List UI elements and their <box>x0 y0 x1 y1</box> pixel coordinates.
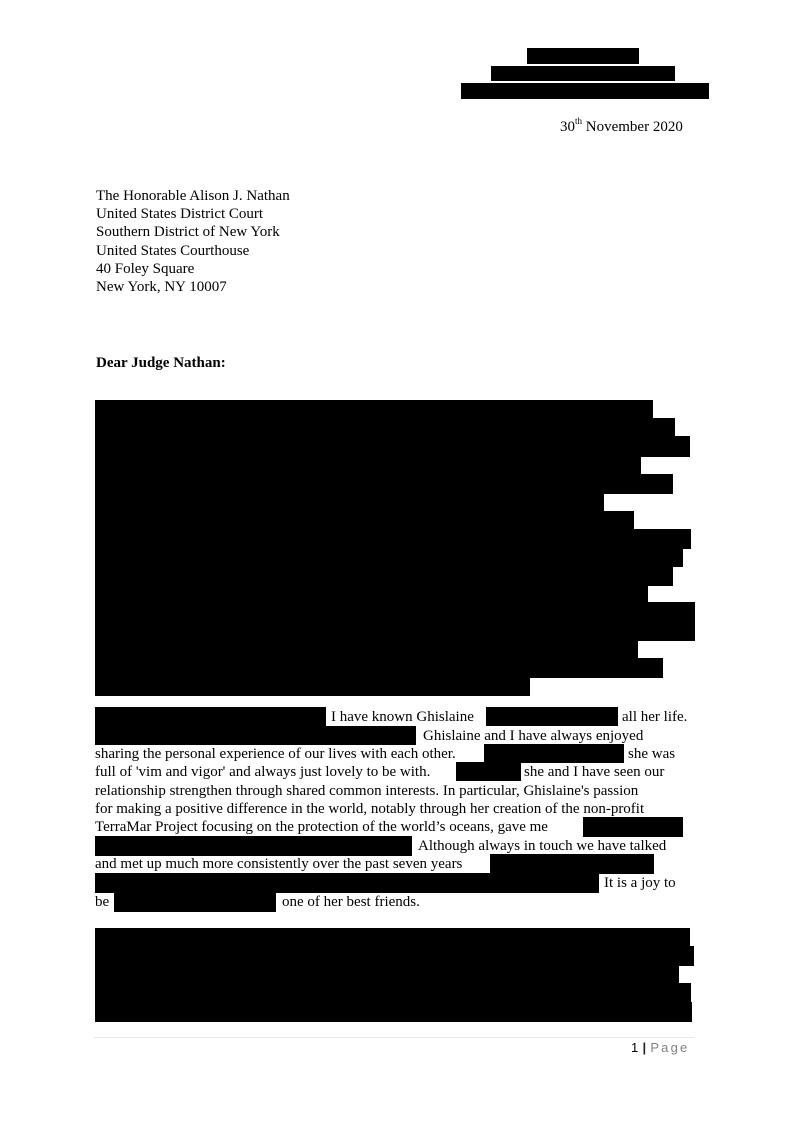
body-line: It is a joy to <box>604 875 676 891</box>
body-line: relationship strengthen through shared common interests. In particular, Ghislaine's passion <box>95 783 639 799</box>
redaction-inline <box>95 726 416 745</box>
redaction-bar <box>95 511 634 530</box>
body-line: she was <box>628 746 676 762</box>
redaction-bar <box>95 418 675 437</box>
body-line: all her life. <box>622 709 688 725</box>
footer-rule <box>94 1037 694 1038</box>
recipient-address <box>96 187 290 296</box>
redaction-bar <box>95 983 691 1003</box>
body-line: be <box>95 894 110 910</box>
redaction-inline <box>484 744 624 763</box>
redaction-bar <box>95 400 653 419</box>
redaction-bar <box>95 621 695 641</box>
recipient-line: 40 Foley Square <box>96 260 195 277</box>
redaction-bar <box>95 946 694 966</box>
recipient-line: New York, NY 10007 <box>96 279 227 296</box>
redaction-bar <box>95 566 673 586</box>
body-line: I have known Ghislaine <box>331 709 474 725</box>
page-separator: | <box>642 1040 647 1055</box>
redaction-inline <box>95 836 412 856</box>
salutation: Dear Judge Nathan: <box>96 355 226 371</box>
redaction-bar <box>95 456 641 475</box>
redaction-bar <box>95 436 690 457</box>
body-line: sharing the personal experience of our lives with each other. <box>95 746 456 762</box>
redaction-bar <box>95 474 673 494</box>
page-label: Page <box>650 1040 690 1055</box>
body-line: she and I have seen our <box>524 764 665 780</box>
redaction-bar <box>95 1002 692 1022</box>
redaction-bar <box>95 677 530 696</box>
letter-date <box>560 118 683 136</box>
date-suffix: th <box>575 116 583 126</box>
redaction-inline <box>95 707 326 726</box>
redaction-bar <box>95 602 695 622</box>
recipient-line: United States Courthouse <box>96 242 250 259</box>
redaction-inline <box>456 762 521 781</box>
recipient-line: United States District Court <box>96 206 264 223</box>
date-day: 30 <box>560 119 575 135</box>
body-line: full of 'vim and vigor' and always just lovely to be with. <box>95 764 431 780</box>
letterhead-redaction-2 <box>491 66 675 81</box>
redaction-inline <box>583 817 683 837</box>
body-line: TerraMar Project focusing on the protection of the world’s oceans, gave me <box>95 819 548 835</box>
date-rest: November 2020 <box>582 119 683 135</box>
body-line: and met up much more consistently over the past seven years <box>95 856 463 872</box>
redaction-inline <box>114 892 276 912</box>
recipient-line: Southern District of New York <box>96 224 280 241</box>
redaction-bar <box>95 658 663 678</box>
redaction-inline <box>486 707 618 726</box>
redaction-bar <box>95 493 604 512</box>
page-number: 1 <box>631 1040 639 1055</box>
body-line: for making a positive difference in the world, notably through her creation of the non-profit <box>95 801 645 817</box>
body-line: one of her best friends. <box>282 894 420 910</box>
letterhead-redaction-3 <box>461 83 709 99</box>
redaction-bar <box>95 529 691 549</box>
redaction-bar <box>95 548 683 567</box>
redaction-bar <box>95 928 690 948</box>
body-line: Although always in touch we have talked <box>418 838 667 854</box>
redaction-bar <box>95 965 679 984</box>
body-line: Ghislaine and I have always enjoyed <box>423 728 644 744</box>
letterhead-redaction-1 <box>527 48 639 64</box>
redaction-bar <box>95 640 638 659</box>
redaction-inline <box>490 854 654 874</box>
recipient-line: The Honorable Alison J. Nathan <box>96 188 290 204</box>
redaction-inline <box>95 873 599 893</box>
page-footer <box>631 1040 689 1055</box>
